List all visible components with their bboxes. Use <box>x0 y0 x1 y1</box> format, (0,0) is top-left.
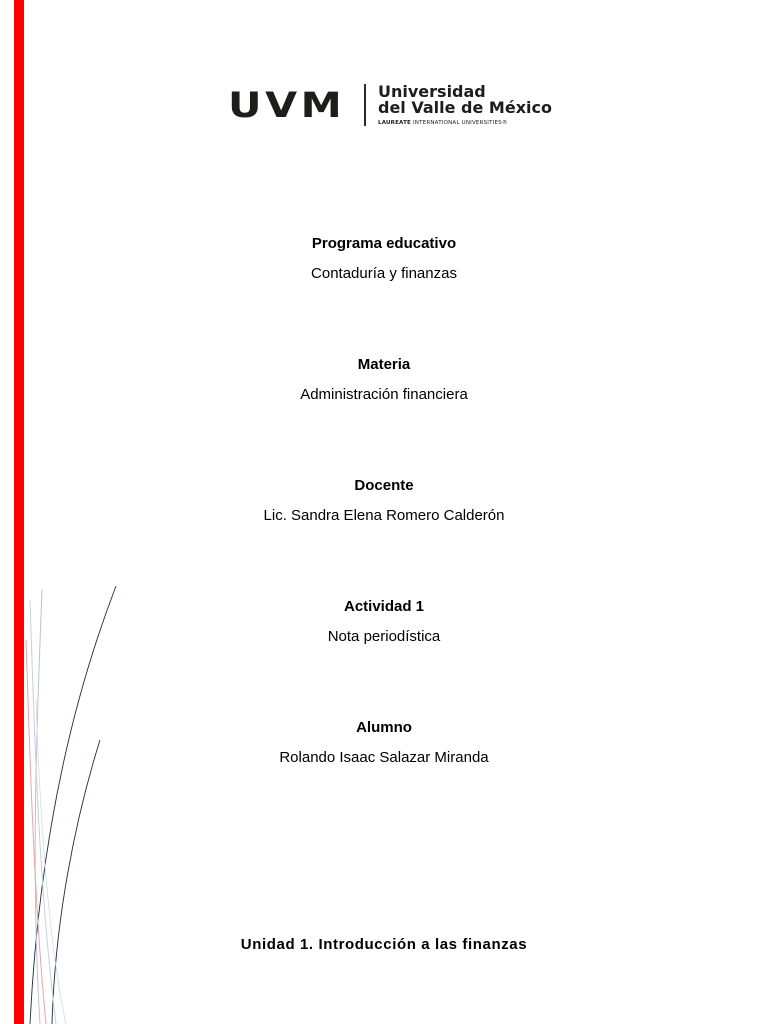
curve-pink-1 <box>26 640 46 1024</box>
logo-tagline-bold: LAUREATE <box>378 120 411 126</box>
field-label: Materia <box>357 356 411 373</box>
logo-name <box>378 84 552 116</box>
logo-name-line2: del Valle de México <box>378 98 552 117</box>
field-value: Contaduría y finanzas <box>311 265 457 282</box>
field-label: Docente <box>354 477 414 494</box>
logo-tagline <box>378 120 508 126</box>
field-label: Programa educativo <box>311 235 457 252</box>
curve-dark-2 <box>52 740 100 1024</box>
field-value: Lic. Sandra Elena Romero Calderón <box>263 507 505 524</box>
field-label: Alumno <box>356 719 412 736</box>
unit-title: Unidad 1. Introducción a las finanzas <box>240 936 528 953</box>
curve-light-1 <box>35 590 42 1024</box>
field-value: Administración financiera <box>300 386 468 403</box>
curve-light-2 <box>30 600 56 1024</box>
curve-dark-1 <box>30 586 116 1024</box>
logo-tagline-rest: INTERNATIONAL UNIVERSITIES® <box>412 120 508 126</box>
logo-divider <box>364 84 366 126</box>
logo-mark: UVM <box>228 86 346 126</box>
field-teacher <box>0 476 768 526</box>
field-student <box>0 718 768 768</box>
field-subject <box>0 355 768 405</box>
field-activity <box>0 597 768 647</box>
university-logo <box>228 82 552 132</box>
logo-name-line1: Universidad <box>378 82 486 101</box>
field-value: Rolando Isaac Salazar Miranda <box>279 749 489 766</box>
field-program <box>0 234 768 284</box>
field-label: Actividad 1 <box>343 598 425 615</box>
field-value: Nota periodística <box>327 628 441 645</box>
